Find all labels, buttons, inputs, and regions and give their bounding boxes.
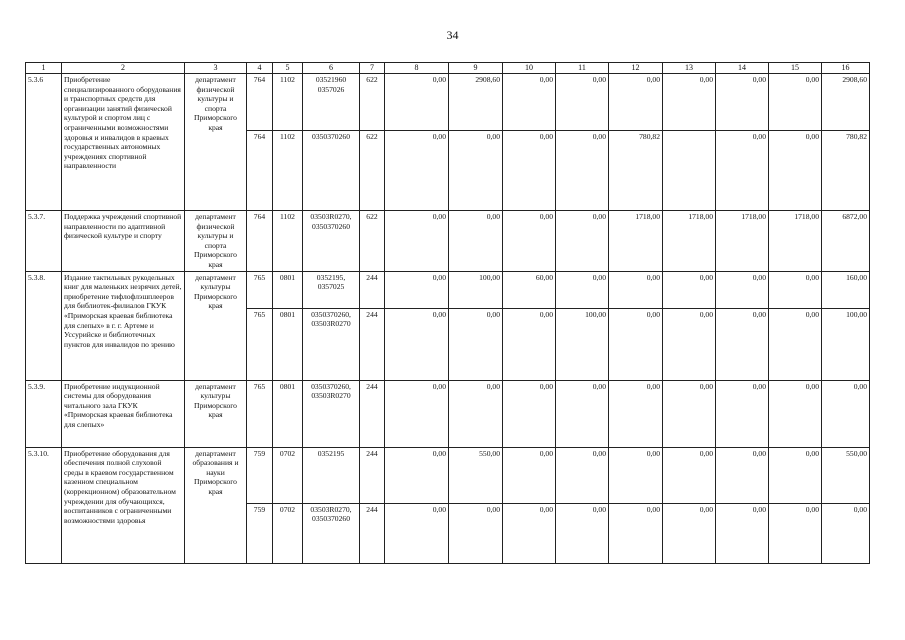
ministry-code-cell: 765 xyxy=(247,308,273,380)
expense-type-cell: 622 xyxy=(360,74,385,131)
item-description: Поддержка учреждений спортивной направленности по адаптивной физической культуре и спорту xyxy=(62,211,185,272)
amount-cell: 780,82 xyxy=(822,131,870,211)
target-code-cell: 0352195, 0357025 xyxy=(303,271,360,308)
target-code-cell: 0350370260 xyxy=(303,131,360,211)
item-department: департамент культуры Приморского края xyxy=(185,271,247,380)
section-code-cell: 0702 xyxy=(273,503,303,563)
section-code-cell: 1102 xyxy=(273,131,303,211)
amount-cell: 0,00 xyxy=(663,271,716,308)
amount-cell: 2908,60 xyxy=(449,74,503,131)
item-number: 5.3.8. xyxy=(26,271,62,380)
amount-cell: 0,00 xyxy=(822,503,870,563)
ministry-code-cell: 764 xyxy=(247,74,273,131)
amount-cell: 0,00 xyxy=(716,271,769,308)
amount-cell: 0,00 xyxy=(769,74,822,131)
amount-cell: 0,00 xyxy=(449,308,503,380)
header-cell: 4 xyxy=(247,63,273,74)
amount-cell: 0,00 xyxy=(385,308,449,380)
amount-cell: 100,00 xyxy=(449,271,503,308)
amount-cell: 0,00 xyxy=(769,380,822,447)
section-code-cell: 1102 xyxy=(273,74,303,131)
header-cell: 13 xyxy=(663,63,716,74)
amount-cell: 0,00 xyxy=(663,503,716,563)
header-cell: 1 xyxy=(26,63,62,74)
item-number: 5.3.7. xyxy=(26,211,62,272)
amount-cell: 0,00 xyxy=(385,503,449,563)
amount-cell: 0,00 xyxy=(769,503,822,563)
amount-cell: 0,00 xyxy=(449,211,503,272)
amount-cell: 0,00 xyxy=(716,74,769,131)
target-code-cell: 0350370260, 03503R0270 xyxy=(303,308,360,380)
table-row xyxy=(26,447,870,503)
amount-cell: 0,00 xyxy=(385,74,449,131)
item-description: Приобретение индукционной системы для оборудования читального зала ГКУК «Приморская краевая библиотека для слепых» xyxy=(62,380,185,447)
amount-cell: 0,00 xyxy=(716,380,769,447)
expense-type-cell: 622 xyxy=(360,131,385,211)
target-code-cell: 03521960 0357026 xyxy=(303,74,360,131)
section-code-cell: 0702 xyxy=(273,447,303,503)
amount-cell: 2908,60 xyxy=(822,74,870,131)
amount-cell: 0,00 xyxy=(503,447,556,503)
amount-cell: 0,00 xyxy=(716,503,769,563)
target-code-cell: 03503R0270, 0350370260 xyxy=(303,503,360,563)
header-cell: 9 xyxy=(449,63,503,74)
expense-type-cell: 244 xyxy=(360,503,385,563)
item-department: департамент культуры Приморского края xyxy=(185,380,247,447)
amount-cell: 0,00 xyxy=(556,380,609,447)
header-cell: 14 xyxy=(716,63,769,74)
amount-cell: 0,00 xyxy=(769,271,822,308)
amount-cell: 0,00 xyxy=(503,211,556,272)
amount-cell: 0,00 xyxy=(822,380,870,447)
amount-cell: 0,00 xyxy=(609,380,663,447)
amount-cell: 0,00 xyxy=(556,131,609,211)
header-cell: 8 xyxy=(385,63,449,74)
amount-cell: 100,00 xyxy=(822,308,870,380)
amount-cell: 0,00 xyxy=(385,380,449,447)
amount-cell: 780,82 xyxy=(609,131,663,211)
amount-cell: 6872,00 xyxy=(822,211,870,272)
expense-type-cell: 244 xyxy=(360,308,385,380)
amount-cell: 0,00 xyxy=(769,447,822,503)
amount-cell: 1718,00 xyxy=(609,211,663,272)
header-row xyxy=(26,63,870,74)
expense-type-cell: 622 xyxy=(360,211,385,272)
amount-cell: 0,00 xyxy=(769,308,822,380)
expense-type-cell: 244 xyxy=(360,271,385,308)
amount-cell: 0,00 xyxy=(609,503,663,563)
amount-cell: 0,00 xyxy=(385,271,449,308)
ministry-code-cell: 764 xyxy=(247,211,273,272)
target-code-cell: 0350370260, 03503R0270 xyxy=(303,380,360,447)
amount-cell: 0,00 xyxy=(503,131,556,211)
table-row xyxy=(26,380,870,447)
budget-table xyxy=(25,62,870,564)
expense-type-cell: 244 xyxy=(360,447,385,503)
header-cell: 6 xyxy=(303,63,360,74)
item-department: департамент физической культуры и спорта Приморского края xyxy=(185,211,247,272)
amount-cell: 0,00 xyxy=(449,131,503,211)
amount-cell: 0,00 xyxy=(556,271,609,308)
amount-cell: 0,00 xyxy=(503,308,556,380)
amount-cell xyxy=(663,131,716,211)
header-cell: 11 xyxy=(556,63,609,74)
section-code-cell: 0801 xyxy=(273,271,303,308)
amount-cell: 1718,00 xyxy=(716,211,769,272)
amount-cell: 0,00 xyxy=(609,308,663,380)
ministry-code-cell: 765 xyxy=(247,380,273,447)
amount-cell: 0,00 xyxy=(609,447,663,503)
amount-cell: 0,00 xyxy=(503,380,556,447)
item-description: Приобретение оборудования для обеспечения полной слуховой среды в краевом государственном казенном специальном (коррекционном) образовательном учреждении для обучающихся, воспитанников с ограниченными возможностями здоровья xyxy=(62,447,185,563)
table-row xyxy=(26,211,870,272)
amount-cell: 0,00 xyxy=(503,503,556,563)
amount-cell: 0,00 xyxy=(556,503,609,563)
ministry-code-cell: 765 xyxy=(247,271,273,308)
amount-cell: 0,00 xyxy=(609,74,663,131)
section-code-cell: 0801 xyxy=(273,308,303,380)
amount-cell: 60,00 xyxy=(503,271,556,308)
item-description: Приобретение специализированного оборудования и транспортных средств для организации занятий физической культурой и спортом лиц с ограниченными возможностями здоровья и инвалидов в краевых государственных автономных учреждениях спортивной направленности xyxy=(62,74,185,211)
header-cell: 5 xyxy=(273,63,303,74)
amount-cell: 0,00 xyxy=(385,211,449,272)
expense-type-cell: 244 xyxy=(360,380,385,447)
item-department: департамент образования и науки Приморского края xyxy=(185,447,247,563)
amount-cell: 160,00 xyxy=(822,271,870,308)
amount-cell: 0,00 xyxy=(663,380,716,447)
amount-cell: 0,00 xyxy=(556,211,609,272)
amount-cell: 0,00 xyxy=(449,380,503,447)
section-code-cell: 0801 xyxy=(273,380,303,447)
amount-cell: 550,00 xyxy=(449,447,503,503)
amount-cell: 0,00 xyxy=(663,308,716,380)
item-number: 5.3.6 xyxy=(26,74,62,211)
header-cell: 10 xyxy=(503,63,556,74)
target-code-cell: 03503R0270, 0350370260 xyxy=(303,211,360,272)
item-department: департамент физической культуры и спорта Приморского края xyxy=(185,74,247,211)
amount-cell: 0,00 xyxy=(556,74,609,131)
amount-cell: 0,00 xyxy=(716,447,769,503)
amount-cell: 0,00 xyxy=(556,447,609,503)
item-description: Издание тактильных рукодельных книг для маленьких незрячих детей, приобретение тифлофлэшплееров для библиотек-филиалов ГКУК «Приморская краевая библиотека для слепых» в г. г. Артеме и Уссурийске и библиотечных пунктов для инвалидов по зрению xyxy=(62,271,185,380)
page-number: 34 xyxy=(446,28,459,42)
ministry-code-cell: 764 xyxy=(247,131,273,211)
amount-cell: 1718,00 xyxy=(663,211,716,272)
header-cell: 16 xyxy=(822,63,870,74)
amount-cell: 550,00 xyxy=(822,447,870,503)
header-cell: 3 xyxy=(185,63,247,74)
header-cell: 15 xyxy=(769,63,822,74)
amount-cell: 0,00 xyxy=(716,308,769,380)
header-cell: 2 xyxy=(62,63,185,74)
ministry-code-cell: 759 xyxy=(247,503,273,563)
target-code-cell: 0352195 xyxy=(303,447,360,503)
amount-cell: 0,00 xyxy=(385,447,449,503)
amount-cell: 0,00 xyxy=(449,503,503,563)
header-cell: 7 xyxy=(360,63,385,74)
amount-cell: 0,00 xyxy=(503,74,556,131)
amount-cell: 0,00 xyxy=(663,447,716,503)
amount-cell: 1718,00 xyxy=(769,211,822,272)
ministry-code-cell: 759 xyxy=(247,447,273,503)
amount-cell: 0,00 xyxy=(663,74,716,131)
amount-cell: 0,00 xyxy=(609,271,663,308)
table-row xyxy=(26,74,870,131)
amount-cell: 100,00 xyxy=(556,308,609,380)
table-row xyxy=(26,271,870,308)
section-code-cell: 1102 xyxy=(273,211,303,272)
item-number: 5.3.10. xyxy=(26,447,62,563)
amount-cell: 0,00 xyxy=(385,131,449,211)
item-number: 5.3.9. xyxy=(26,380,62,447)
header-cell: 12 xyxy=(609,63,663,74)
amount-cell: 0,00 xyxy=(716,131,769,211)
amount-cell: 0,00 xyxy=(769,131,822,211)
